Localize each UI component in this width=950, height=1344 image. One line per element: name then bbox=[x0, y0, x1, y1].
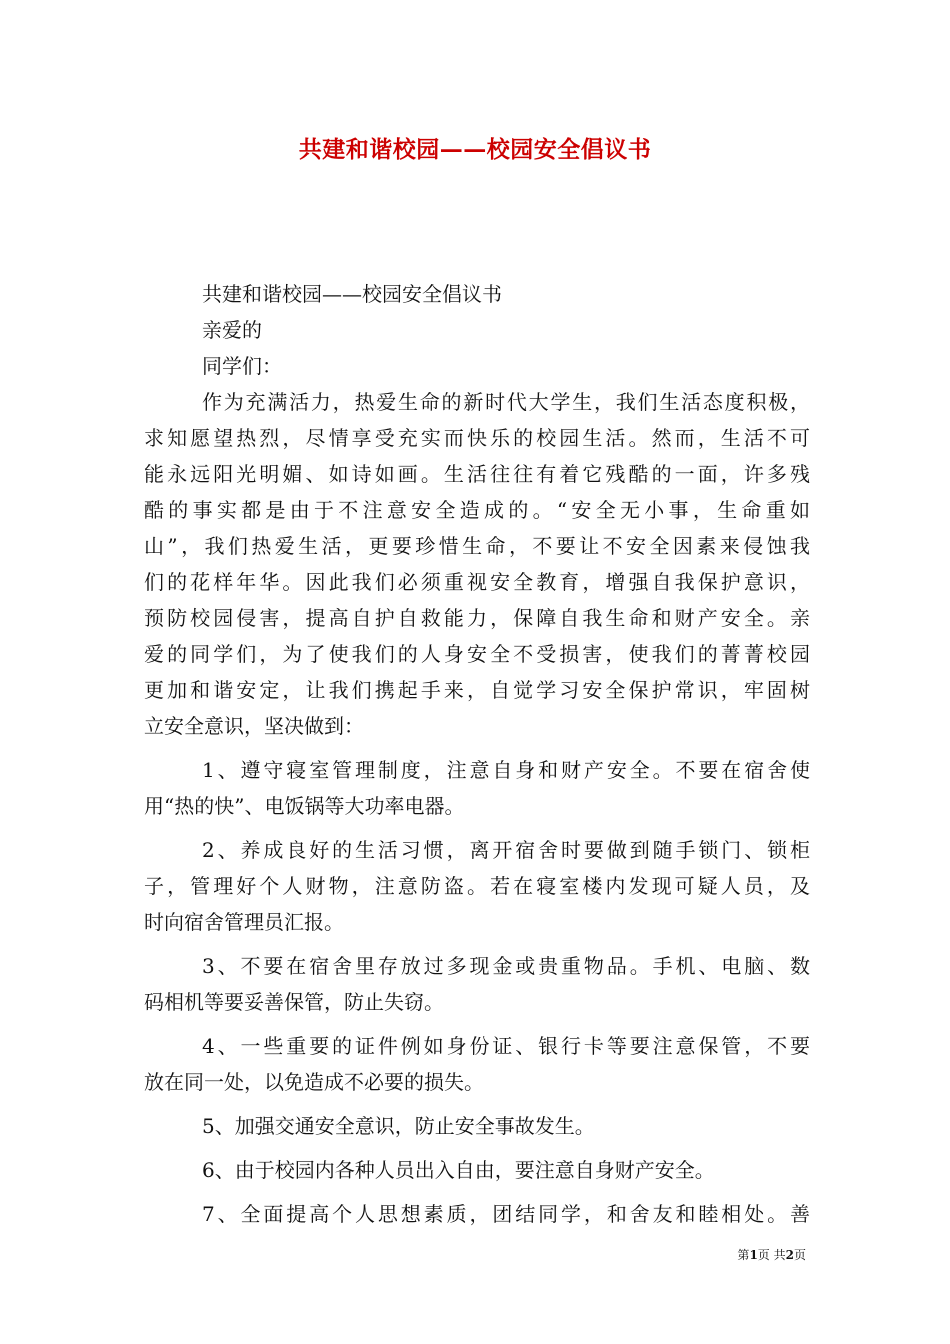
list-item-1 bbox=[144, 752, 810, 824]
salutation-line-1: 亲爱的 bbox=[202, 318, 262, 342]
paragraph-line: 子，管理好个人财物，注意防盗。若在寝室楼内发现可疑人员，及 bbox=[144, 874, 810, 898]
list-item-4 bbox=[144, 1028, 810, 1100]
list-item-7 bbox=[144, 1196, 810, 1232]
footer-middle: 页 共 bbox=[757, 1248, 786, 1262]
paragraph-line: 4、一些重要的证件例如身份证、银行卡等要注意保管，不要 bbox=[202, 1034, 810, 1058]
paragraph-line: 6、由于校园内各种人员出入自由，要注意自身财产安全。 bbox=[202, 1158, 715, 1182]
paragraph-line: 2、养成良好的生活习惯，离开宿舍时要做到随手锁门、锁柜 bbox=[202, 838, 810, 862]
paragraph-line: 3、不要在宿舍里存放过多现金或贵重物品。手机、电脑、数 bbox=[202, 954, 810, 978]
list-item-6 bbox=[144, 1152, 810, 1188]
paragraph-line: 1、遵守寝室管理制度，注意自身和财产安全。不要在宿舍使 bbox=[202, 758, 810, 782]
paragraph-line: 山”，我们热爱生活，更要珍惜生命，不要让不安全因素来侵蚀我 bbox=[144, 534, 810, 558]
paragraph-line: 7、全面提高个人思想素质，团结同学，和舍友和睦相处。善 bbox=[202, 1202, 810, 1226]
paragraph-line: 更加和谐安定，让我们携起手来，自觉学习安全保护常识，牢固树 bbox=[144, 678, 810, 702]
paragraph-line: 码相机等要妥善保管，防止失窃。 bbox=[144, 990, 444, 1014]
paragraph-line: 时向宿舍管理员汇报。 bbox=[144, 910, 344, 934]
footer-total-pages: 2 bbox=[785, 1248, 794, 1262]
paragraph-line: 用“热的快”、电饭锅等大功率电器。 bbox=[144, 794, 465, 818]
document-body bbox=[144, 276, 810, 1232]
list-item-5 bbox=[144, 1108, 810, 1144]
subtitle: 共建和谐校园——校园安全倡议书 bbox=[202, 282, 502, 306]
paragraph-line: 立安全意识，坚决做到： bbox=[144, 714, 364, 738]
page-footer bbox=[0, 1247, 806, 1263]
page-title: 共建和谐校园——校园安全倡议书 bbox=[298, 136, 652, 163]
footer-suffix: 页 bbox=[793, 1248, 806, 1262]
intro-paragraph bbox=[144, 384, 810, 744]
paragraph-line: 爱的同学们，为了使我们的人身安全不受损害，使我们的菁菁校园 bbox=[144, 642, 810, 666]
salutation-line-2: 同学们： bbox=[202, 354, 282, 378]
footer-prefix: 第 bbox=[737, 1248, 750, 1262]
list-item-3 bbox=[144, 948, 810, 1020]
paragraph-line: 作为充满活力，热爱生命的新时代大学生，我们生活态度积极， bbox=[202, 390, 810, 414]
paragraph-line: 放在同一处，以免造成不必要的损失。 bbox=[144, 1070, 484, 1094]
paragraph-line: 能永远阳光明媚、如诗如画。生活往往有着它残酷的一面，许多残 bbox=[144, 462, 810, 486]
paragraph-line: 预防校园侵害，提高自护自救能力，保障自我生命和财产安全。亲 bbox=[144, 606, 810, 630]
paragraph-line: 酷的事实都是由于不注意安全造成的。“安全无小事，生命重如 bbox=[144, 498, 810, 522]
paragraph-line: 求知愿望热烈，尽情享受充实而快乐的校园生活。然而，生活不可 bbox=[144, 426, 810, 450]
footer-current-page: 1 bbox=[749, 1248, 758, 1262]
paragraph-line: 5、加强交通安全意识，防止安全事故发生。 bbox=[202, 1114, 595, 1138]
list-item-2 bbox=[144, 832, 810, 940]
paragraph-line: 们的花样年华。因此我们必须重视安全教育，增强自我保护意识， bbox=[144, 570, 810, 594]
